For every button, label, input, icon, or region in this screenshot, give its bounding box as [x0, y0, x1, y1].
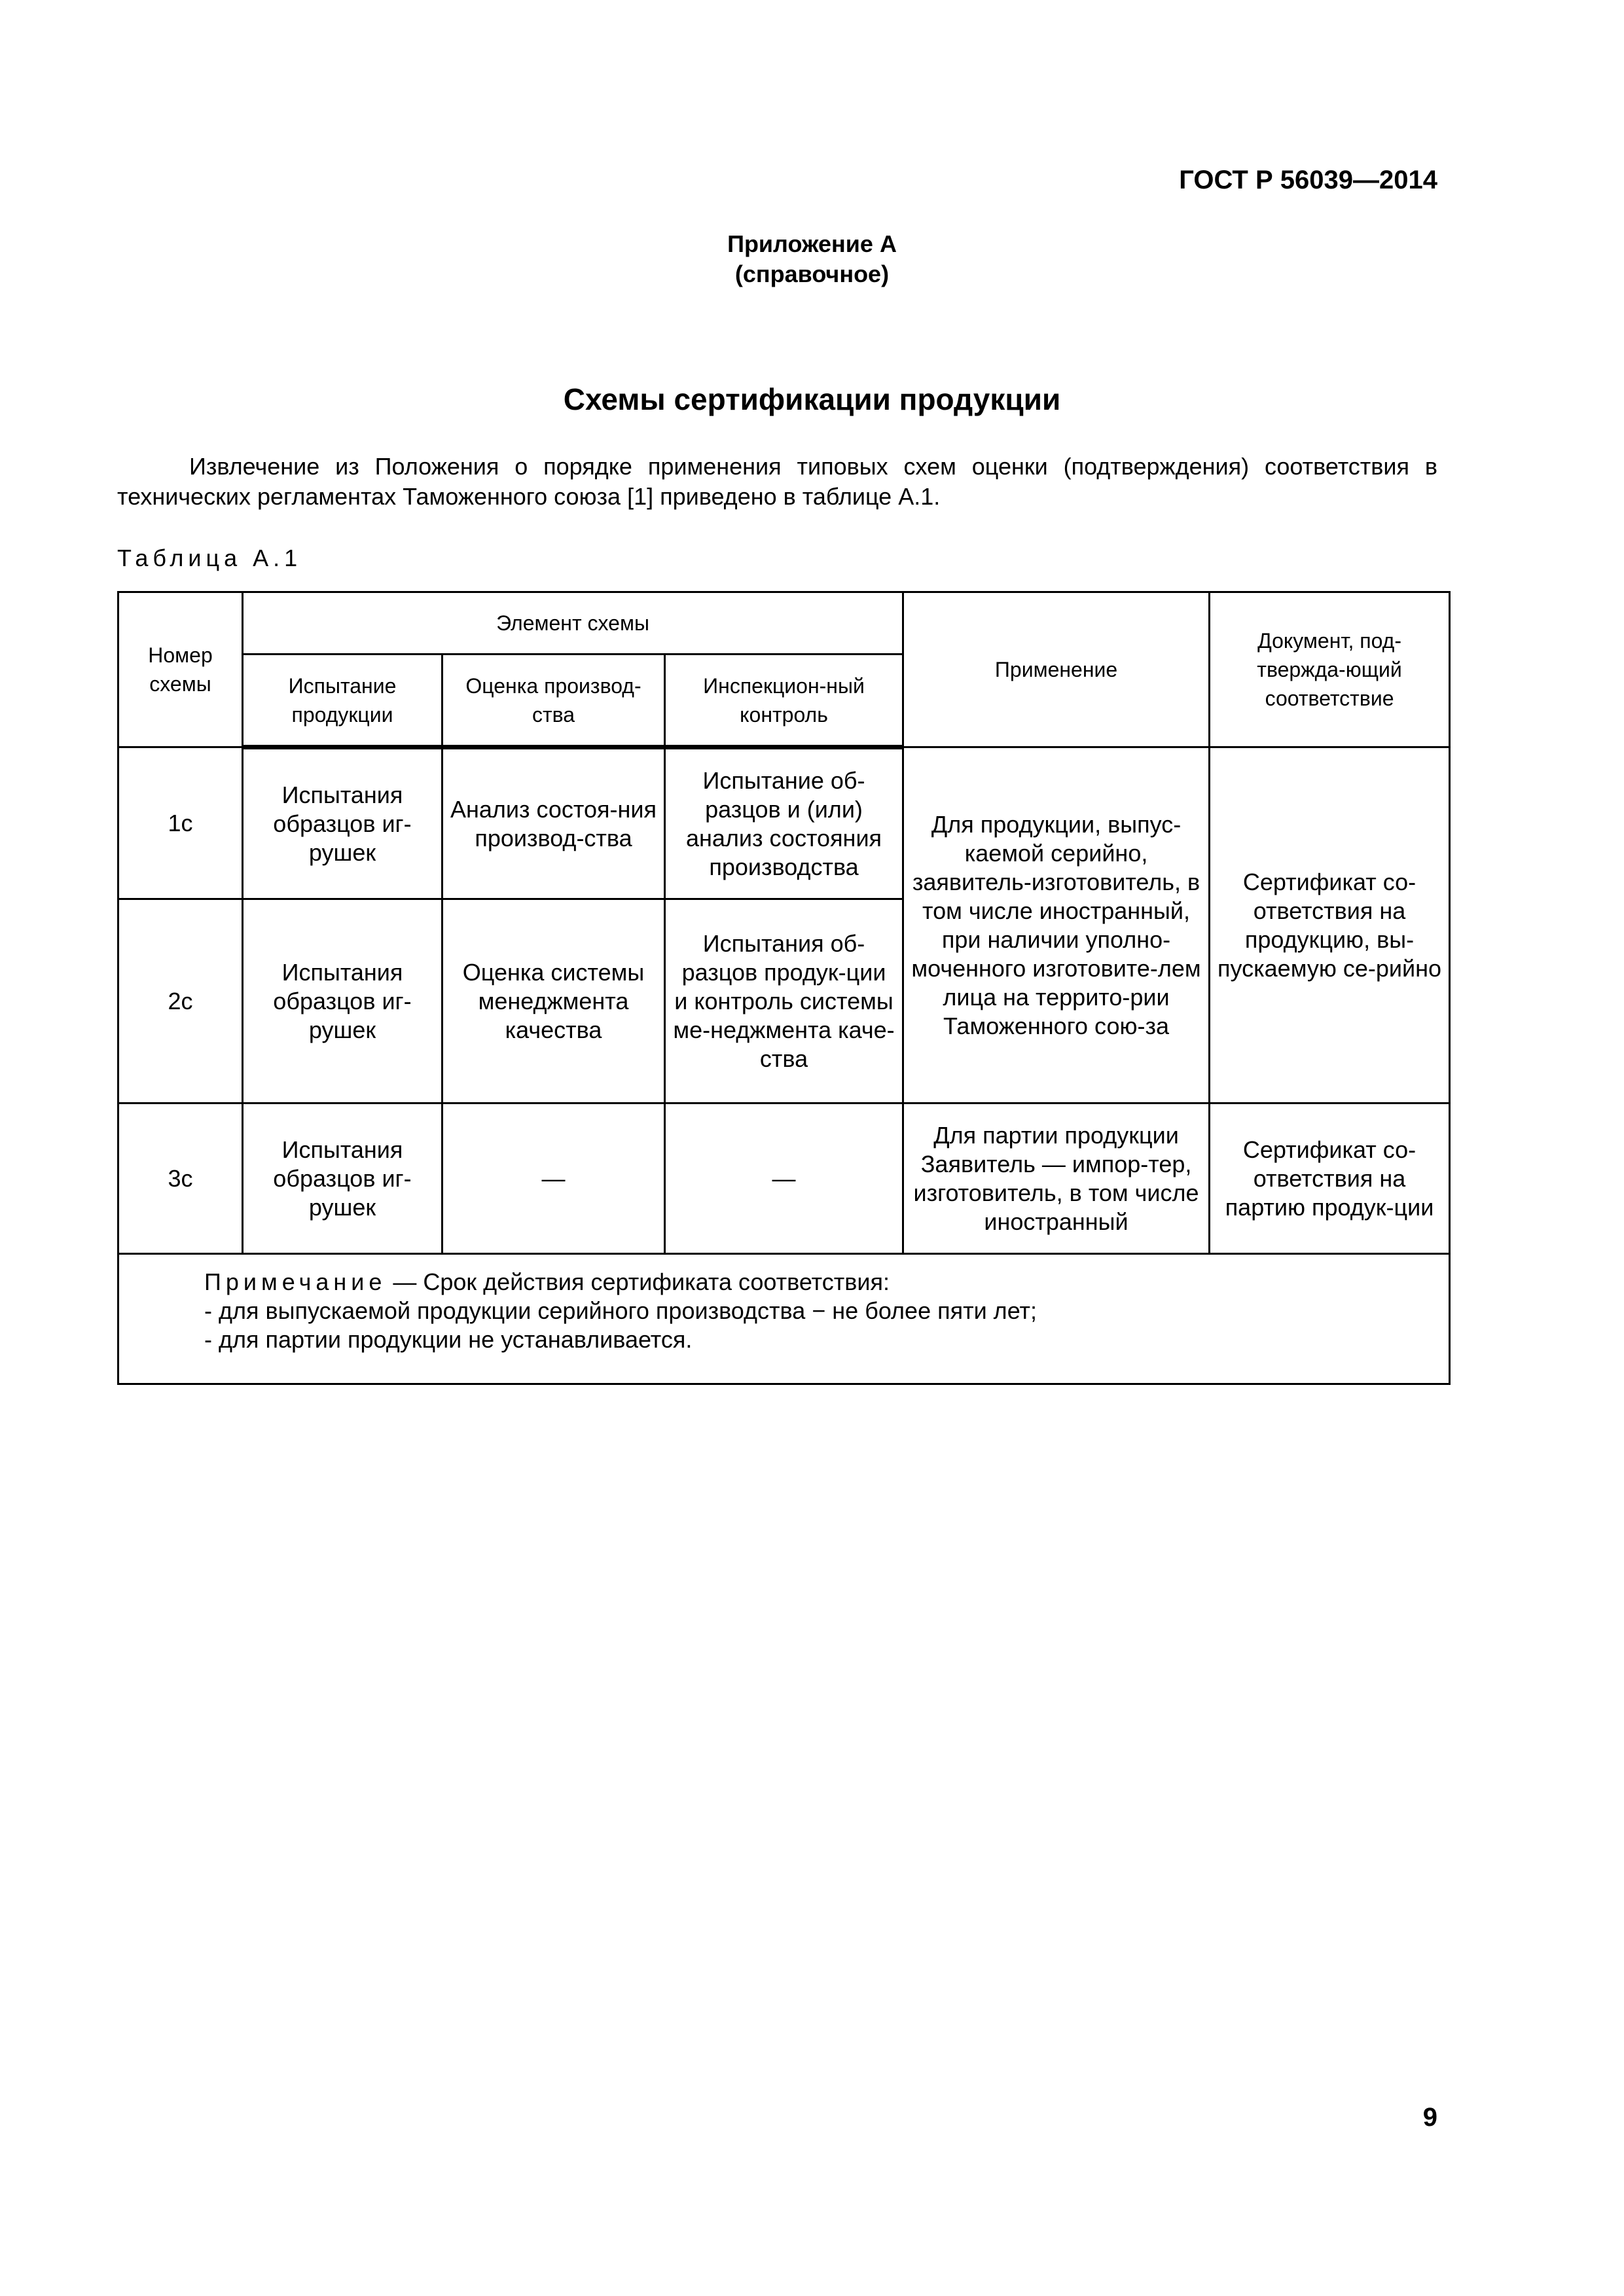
note-label: Примечание — [204, 1268, 387, 1295]
document-code: ГОСТ Р 56039—2014 — [1179, 166, 1437, 194]
cell-product-testing: Испытания образцов иг-рушек — [243, 747, 442, 899]
cell-inspection-control: Испытания об-разцов продук-ции и контроль системы ме-неджмента каче-ства — [665, 899, 903, 1103]
table-header-row — [118, 592, 1450, 655]
intro-paragraph: Извлечение из Положения о порядке применения типовых схем оценки (подтверждения) соответствия в технических регламентах Таможенного союза [1] приведено в таблице А.1. — [117, 453, 1437, 510]
cell-product-testing: Испытания образцов иг-рушек — [243, 1103, 442, 1254]
cell-scheme-number: 1с — [118, 747, 243, 899]
cell-production-assessment: Анализ состоя-ния производ-ства — [442, 747, 665, 899]
header-application: Применение — [903, 592, 1210, 747]
appendix-subtitle: (справочное) — [734, 260, 890, 287]
page-number: 9 — [1422, 2103, 1437, 2132]
table-note-row — [118, 1254, 1450, 1384]
table-row — [118, 1103, 1450, 1254]
header-conformity-document: Документ, под-тверждa-ющий соответствие — [1210, 592, 1450, 747]
cell-scheme-number: 3с — [118, 1103, 243, 1254]
cell-application-merged: Для продукции, выпус-каемой серийно, заявитель-изготовитель, в том числе иностранный, при наличии уполно-моченного изготовите-лем лица на террито-рии Таможенного сою-за — [903, 747, 1210, 1103]
cell-inspection-control: Испытание об-разцов и (или) анализ состояния производства — [665, 747, 903, 899]
header-product-testing: Испытание продукции — [243, 655, 442, 747]
certification-schemes-table — [117, 591, 1449, 1385]
header-scheme-element: Элемент схемы — [243, 592, 903, 655]
table-note — [118, 1254, 1450, 1384]
appendix-title: Приложение А — [727, 230, 897, 257]
cell-application: Для партии продукции Заявитель — импор-тер, изготовитель, в том числе иностранный — [903, 1103, 1210, 1254]
section-title: Схемы сертификации продукции — [563, 382, 1061, 416]
note-heading — [204, 1268, 1435, 1297]
header-inspection-control: Инспекцион-ный контроль — [665, 655, 903, 747]
header-scheme-number: Номер схемы — [118, 592, 243, 747]
note-line: - для партии продукции не устанавливается. — [204, 1326, 693, 1353]
cell-production-assessment: — — [442, 1103, 665, 1254]
cell-conformity-document-merged: Сертификат со-ответствия на продукцию, вы-пускаемую се-рийно — [1210, 747, 1450, 1103]
cell-conformity-document: Сертификат со-ответствия на партию продук-ции — [1210, 1103, 1450, 1254]
cell-production-assessment: Оценка системы менеджмента качества — [442, 899, 665, 1103]
header-production-assessment: Оценка производ-ства — [442, 655, 665, 747]
cell-inspection-control: — — [665, 1103, 903, 1254]
table-row — [118, 747, 1450, 899]
note-text: — Срок действия сертификата соответствия: — [386, 1268, 890, 1295]
note-line: - для выпускаемой продукции серийного производства − не более пяти лет; — [204, 1297, 1038, 1324]
cell-scheme-number: 2с — [118, 899, 243, 1103]
table-caption: Таблица А.1 — [117, 545, 302, 571]
cell-product-testing: Испытания образцов иг-рушек — [243, 899, 442, 1103]
